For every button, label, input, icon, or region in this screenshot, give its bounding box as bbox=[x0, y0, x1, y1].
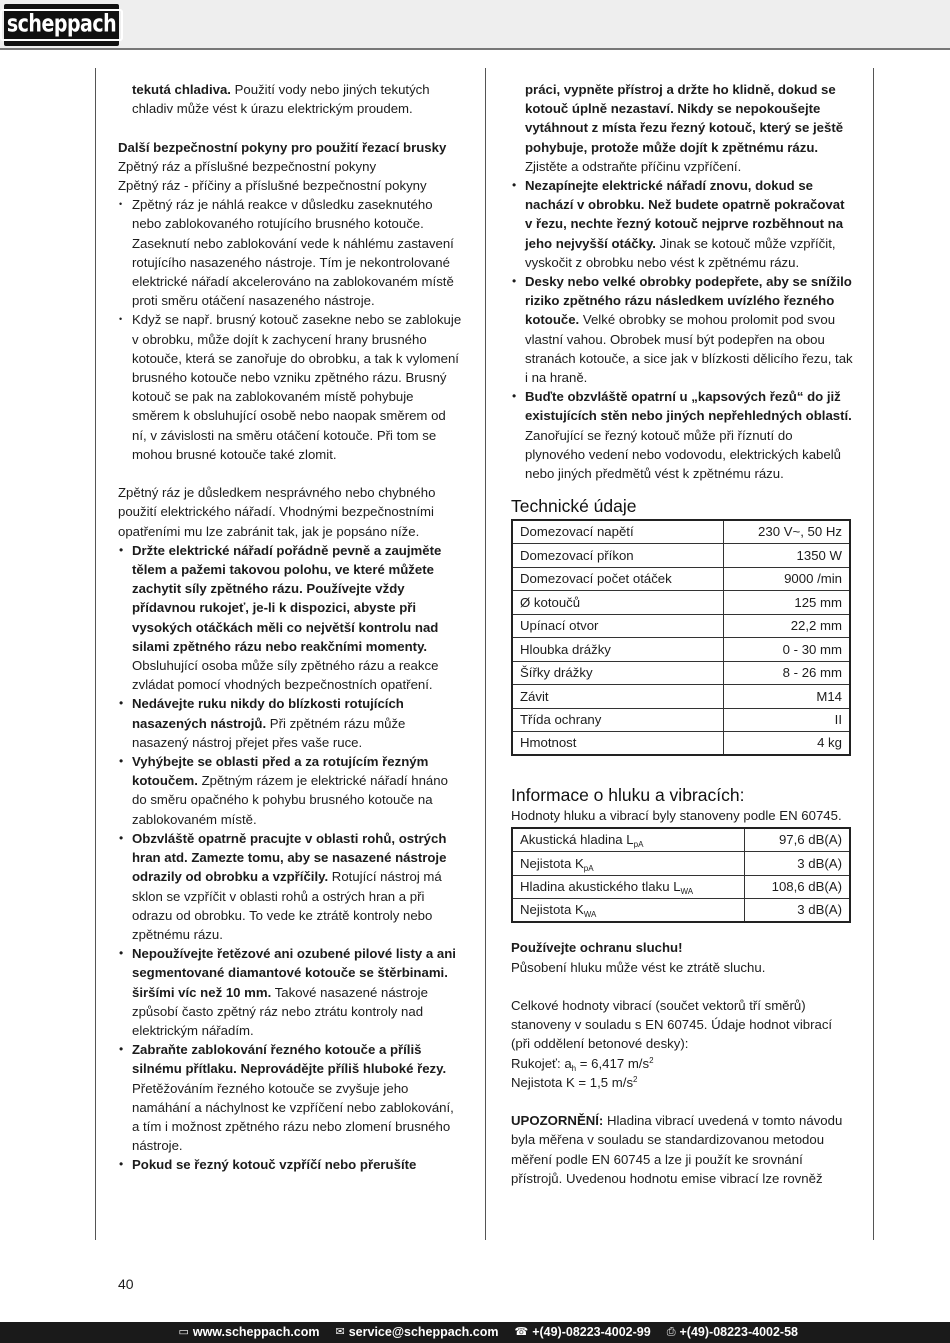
section-title: Další bezpečnostní pokyny pro použití řezací brusky bbox=[118, 139, 447, 155]
footer-email[interactable]: ✉ service@scheppach.com bbox=[336, 1323, 499, 1342]
phone-icon: ☎ bbox=[514, 1325, 529, 1338]
safety-list-continued bbox=[511, 176, 853, 483]
hearing-text: Působení hluku může vést ke ztrátě sluchu. bbox=[511, 959, 766, 975]
table-row: Závit M14 bbox=[512, 685, 850, 709]
table-row: Akustická hladina $L_{pA}$ 97,6 dB(A) bbox=[512, 828, 850, 852]
table-row: Nejistota $K_{pA}$ 3 dB(A) bbox=[512, 852, 850, 876]
kickback-line-1: Zpětný ráz a příslušné bezpečnostní pokyny bbox=[118, 158, 377, 174]
footer-phone: ☎ +(49)-08223-4002-99 bbox=[514, 1323, 650, 1342]
list-item: • Zabraňte zablokování řezného kotouče a příliš silnému přítlaku. Neprovádějte příliš hluboké řezy. Přetěžováním řezného kotouče se zvyšuje jeho namáhání a náchylnost ke vzpříčení nebo zablokování, a tím i možnost zpětného rázu nebo zlomení brusného nástroje. bbox=[118, 1040, 463, 1155]
table-row: Domezovací počet otáček 9000 /min bbox=[512, 567, 850, 591]
table-row: Hloubka drážky 0 - 30 mm bbox=[512, 638, 850, 662]
fax-icon: ⎙ bbox=[666, 1325, 676, 1338]
footer-fax: ⎙ +(49)-08223-4002-58 bbox=[667, 1323, 798, 1342]
list-item: • Nepoužívejte řetězové ani ozubené pilové listy a ani segmentované diamantové kotouče se štěrbinami. širšími víc než 10 mm. Takové nasazené nástroje způsobí často zpětný ráz nebo ztrátu kontroly nad elektrickým nářadím. bbox=[118, 944, 463, 1040]
safety-list bbox=[118, 541, 463, 1175]
list-item: • Držte elektrické nářadí pořádně pevně a zaujměte tělem a pažemi takovou polohu, ve které můžete zachytit síly zpětného rázu. Používejte vždy přídavnou rukojeť, je-li k dispozici, abyste při vysokých otáčkách měli co největší kontrolu nad silami zpětného rázu nebo reakčními momenty. Obsluhující osoba může síly zpětného rázu a reakce zvládat pomocí vhodných bezpečnostních opatření. bbox=[118, 541, 463, 695]
list-item: • Desky nebo velké obrobky podepřete, aby se snížilo riziko zpětného rázu následkem uvízlého řezného kotouče. Velké obrobky se mohou prolomit pod svou vlastní vahou. Obrobek musí být podepřen na obou stranách kotouče, a sice jak v blízkosti dělicího řezu, tak i na hraně. bbox=[511, 272, 853, 387]
monitor-icon: ▭ bbox=[178, 1325, 189, 1338]
right-divider bbox=[873, 68, 874, 1240]
list-item: • Vyhýbejte se oblasti před a za rotujícím řezným kotoučem. Zpětným rázem je elektrické nářadí hnáno do směru opačného k pohybu brusného kotouče na zablokovaném místě. bbox=[118, 752, 463, 829]
list-item: • Nedávejte ruku nikdy do blízkosti rotujících nasazených nástrojů. Při zpětném rázu může nasazený nástroj přejet přes vaše ruce. bbox=[118, 694, 463, 752]
table-row: Domezovací napětí 230 V~, 50 Hz bbox=[512, 520, 850, 544]
left-divider bbox=[95, 68, 96, 1240]
table-row: Šířky drážky 8 - 26 mm bbox=[512, 661, 850, 685]
envelope-icon: ✉ bbox=[335, 1325, 345, 1338]
table-row: Domezovací příkon 1350 W bbox=[512, 544, 850, 568]
page-footer bbox=[0, 1322, 950, 1343]
logo-text: scheppach bbox=[6, 10, 117, 38]
noise-intro: Hodnoty hluku a vibrací byly stanoveny podle EN 60745. bbox=[511, 808, 842, 824]
table-row: Třída ochrany II bbox=[512, 708, 850, 732]
page-header bbox=[0, 0, 950, 50]
table-row: Upínací otvor 22,2 mm bbox=[512, 614, 850, 638]
warning-paragraph: UPOZORNĚNÍ: Hladina vibrací uvedená v tomto návodu byla měřena v souladu se standardizovanou metodou měření podle EN 60745 a lze ji použít ke srovnání přístrojů. Uvedenou hodnotu emise vibrací lze rovněž bbox=[511, 1113, 843, 1186]
list-item: • Zpětný ráz je náhlá reakce v důsledku zaseknutého nebo zablokovaného rotujícího brusného kotouče. Zaseknutí nebo zablokování vede k náhlému zastavení rotujícího nasazeného nástroje. Tím je nekontrolované elektrické nářadí akcelerováno na zablokovaném místě proti směru otáčení nasazeného nástroje. bbox=[118, 195, 463, 310]
list-item: • Buďte obzvláště opatrní u „kapsových řezů“ do již existujících stěn nebo jiných nepřehledných oblastí. Zanořující se řezný kotouč může při říznutí do plynového vedení nebo vodovodu, elektrických kabelů nebo jiných předmětů vést k zpětnému rázu. bbox=[511, 387, 853, 483]
left-column bbox=[118, 80, 463, 1175]
continuation-paragraph: práci, vypněte přístroj a držte ho klidně, dokud se kotouč úplně nezastaví. Nikdy se nepokoušejte vytáhnout z místa řezu řezný kotouč, který se ještě pohybuje, protože může dojít k zpětnému rázu. Zjistěte a odstraňte příčinu vzpříčení. bbox=[525, 82, 844, 174]
continuation-paragraph: tekutá chladiva. Použití vody nebo jiných tekutých chladiv může vést k úrazu elektrickým proudem. bbox=[132, 82, 430, 117]
center-divider bbox=[485, 68, 486, 1240]
scheppach-logo bbox=[4, 4, 119, 46]
vibration-text: Celkové hodnoty vibrací (součet vektorů tří směrů) stanoveny v souladu s EN 60745. Údaje hodnot vibrací (při oddělení betonové desky): bbox=[511, 998, 833, 1052]
table-row: Hladina akustického tlaku $L_{WA}$ 108,6 dB(A) bbox=[512, 875, 850, 899]
list-item: • Když se např. brusný kotouč zasekne nebo se zablokuje v obrobku, může dojít k zachycení hrany brusného kotouče, která se zanořuje do obrobku, a tak k vylomení brusného kotouče nebo vzniku zpětného rázu. Brusný kotouč se pak na zablokovaném místě pohybuje směrem k obsluhující osobě nebo naopak směrem od ní, v závislosti na směru otáčení kotouče. Při tom se mohou brusné kotouče také zlomit. bbox=[118, 310, 463, 464]
hearing-title: Používejte ochranu sluchu! bbox=[511, 940, 683, 956]
table-row: Ø kotoučů 125 mm bbox=[512, 591, 850, 615]
kickback-line-2: Zpětný ráz - příčiny a příslušné bezpečnostní pokyny bbox=[118, 178, 427, 193]
page-number: 40 bbox=[118, 1276, 134, 1292]
kickback-causes-list bbox=[118, 195, 463, 464]
list-item: • Pokud se řezný kotouč vzpříčí nebo přerušíte bbox=[118, 1155, 463, 1174]
noise-table bbox=[511, 827, 851, 923]
vibration-handle: Rukojeť: $a_h = 6,417$ $m/s^2$ bbox=[511, 1055, 654, 1073]
right-column bbox=[511, 80, 853, 1188]
list-item: • Nezapínejte elektrické nářadí znovu, dokud se nachází v obrobku. Než budete opatrně pokračovat v řezu, nechte řezný kotouč nejprve rozběhnout na jeho nejvyšší otáčky. Jinak se kotouč může vzpříčit, vyskočit z obrobku nebo vést k zpětnému rázu. bbox=[511, 176, 853, 272]
noise-title: Informace o hluku a vibracích: bbox=[511, 785, 745, 806]
kickback-paragraph: Zpětný ráz je důsledkem nesprávného nebo chybného použití elektrického nářadí. Vhodnými bezpečnostními opatřeními mu lze zabránit tak, jak je popsáno níže. bbox=[118, 485, 436, 539]
tech-data-title: Technické údaje bbox=[511, 496, 637, 517]
list-item: • Obzvláště opatrně pracujte v oblasti rohů, ostrých hran atd. Zamezte tomu, aby se nasazené nástroje odrazily od obrobku a vzpříčily. Rotující nástroj má sklon se vzpříčit v oblasti rohů a ostrých hran a při odrazu od obrobku. To vede ke ztrátě kontroly nebo zpětnému rázu. bbox=[118, 829, 463, 944]
table-row: Hmotnost 4 kg bbox=[512, 732, 850, 756]
vibration-uncertainty: Nejistota K = 1,5 $m/s^2$ bbox=[511, 1074, 638, 1090]
tech-data-table bbox=[511, 519, 851, 756]
footer-web[interactable]: ▭ www.scheppach.com bbox=[178, 1323, 319, 1342]
table-row: Nejistota $K_{WA}$ 3 dB(A) bbox=[512, 899, 850, 923]
